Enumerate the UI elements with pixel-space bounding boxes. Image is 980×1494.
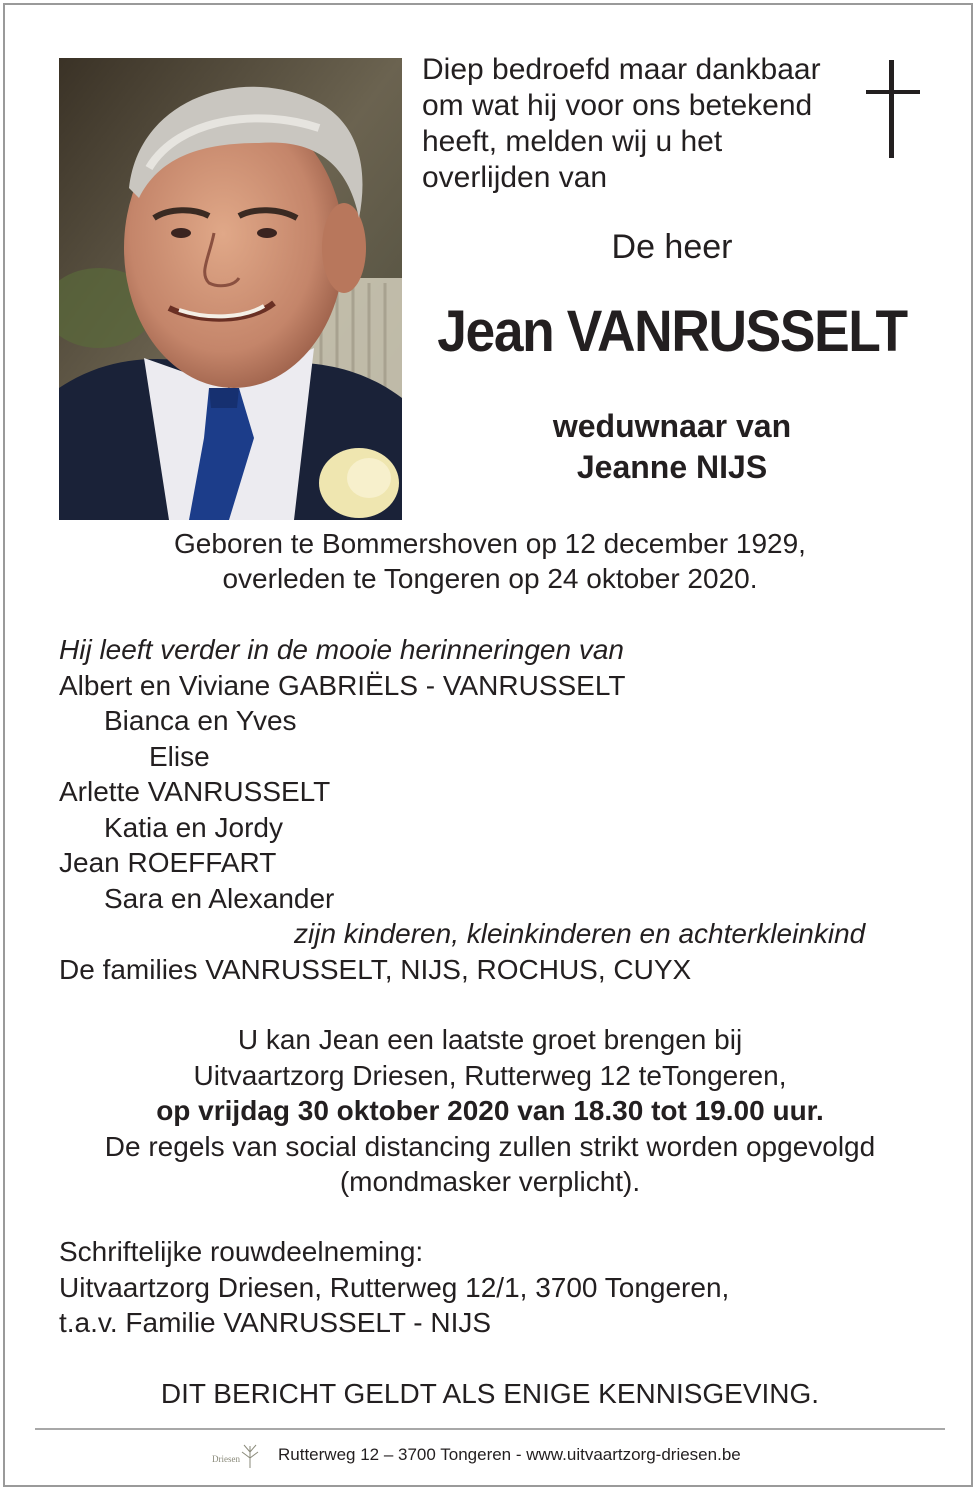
death-line: overleden te Tongeren op 24 oktober 2020. xyxy=(222,563,758,594)
family-member: Katia en Jordy xyxy=(104,811,283,843)
driesen-logo xyxy=(210,1440,266,1470)
visitation-info xyxy=(40,1022,940,1200)
family-intro: Hij leeft verder in de mooie herinneringen van xyxy=(59,634,624,665)
footer xyxy=(210,1438,810,1472)
visit-line: (mondmasker verplicht). xyxy=(339,1166,641,1197)
intro-text xyxy=(422,52,852,196)
family-member: Arlette VANRUSSELT xyxy=(59,776,331,807)
family-member: Albert en Viviane GABRIËLS - VANRUSSELT xyxy=(59,669,626,701)
visit-datetime: op vrijdag 30 oktober 2020 van 18.30 tot 19.00 uur. xyxy=(156,1095,824,1126)
footer-divider xyxy=(35,1428,945,1430)
footer-address: Rutterweg 12 – 3700 Tongeren - www.uitvaartzorg-driesen.be xyxy=(278,1445,741,1464)
intro-line: heeft, melden wij u het xyxy=(422,125,723,158)
visit-line: Uitvaartzorg Driesen, Rutterweg 12 teTongeren, xyxy=(193,1059,787,1091)
notice-text: DIT BERICHT GELDT ALS ENIGE KENNISGEVING. xyxy=(160,1378,820,1409)
family-member: Sara en Alexander xyxy=(104,882,335,914)
intro-line: om wat hij voor ons betekend xyxy=(422,89,813,122)
condolence-address xyxy=(59,1234,939,1341)
portrait-photo xyxy=(59,58,402,520)
svg-text:Driesen: Driesen xyxy=(212,1454,240,1464)
visit-line: U kan Jean een laatste groet brengen bij xyxy=(237,1024,743,1055)
family-member: Elise xyxy=(149,740,210,772)
family-relation: zijn kinderen, kleinkinderen en achterkleinkind xyxy=(294,918,866,949)
birth-line: Geboren te Bommershoven op 12 december 1929, xyxy=(174,528,806,559)
condolence-line: Uitvaartzorg Driesen, Rutterweg 12/1, 3700 Tongeren, xyxy=(59,1271,730,1303)
widow-info xyxy=(412,406,932,488)
birth-death-dates xyxy=(40,526,940,596)
visit-line: De regels van social distancing zullen strikt worden opgevolgd xyxy=(104,1130,876,1162)
honorific: De heer xyxy=(611,228,733,266)
family-member: Bianca en Yves xyxy=(104,705,297,736)
widow-line: weduwnaar van xyxy=(552,408,792,444)
intro-line: overlijden van xyxy=(422,161,608,194)
families-line: De families VANRUSSELT, NIJS, ROCHUS, CUYX xyxy=(59,953,692,985)
spouse-name: Jeanne NIJS xyxy=(576,449,768,485)
deceased-name: Jean VANRUSSELT xyxy=(437,299,907,364)
family-list xyxy=(59,632,939,987)
family-member: Jean ROEFFART xyxy=(59,847,277,878)
cross-icon xyxy=(862,60,922,160)
condolence-line: Schriftelijke rouwdeelneming: xyxy=(59,1236,424,1267)
intro-line: Diep bedroefd maar dankbaar xyxy=(422,53,821,86)
condolence-line: t.a.v. Familie VANRUSSELT - NIJS xyxy=(59,1307,492,1338)
